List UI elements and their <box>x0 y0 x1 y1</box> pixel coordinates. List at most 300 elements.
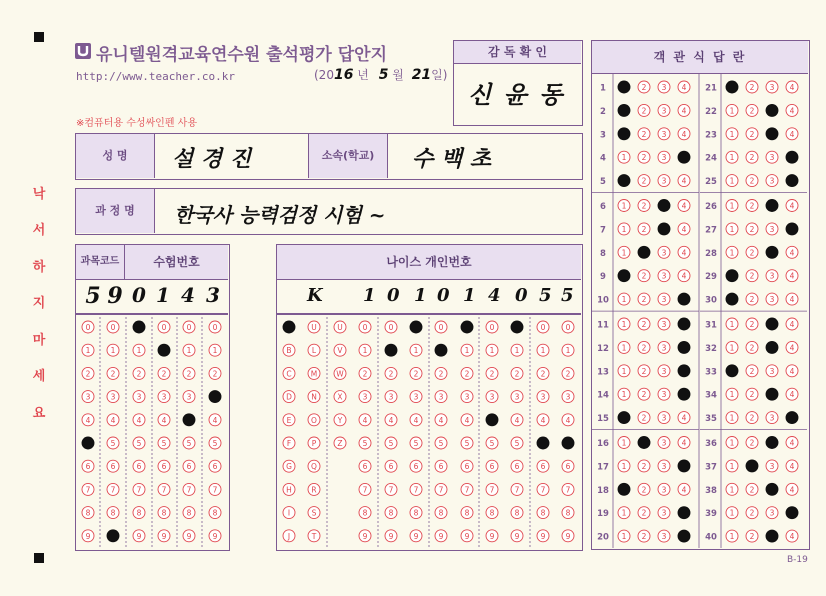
svg-text:2: 2 <box>641 153 647 163</box>
answer-bubble <box>786 151 798 163</box>
neis-bubble <box>486 367 498 379</box>
neis-bubble <box>308 414 320 426</box>
question-number: 10 <box>597 295 609 306</box>
svg-text:7: 7 <box>540 485 546 495</box>
answer-bubble <box>726 151 738 163</box>
code-bubble <box>183 367 195 379</box>
answer-title: 객 관 식 답 란 <box>592 41 808 74</box>
code-bubble <box>133 483 145 495</box>
answer-bubble <box>658 318 670 330</box>
svg-text:2: 2 <box>749 153 755 163</box>
code-bubble <box>133 460 145 472</box>
neis-bubble <box>385 437 397 449</box>
answer-bubble <box>766 293 778 305</box>
svg-text:4: 4 <box>789 271 795 281</box>
svg-text:2: 2 <box>641 129 647 139</box>
answer-bubble <box>726 530 738 542</box>
timing-mark <box>34 32 44 42</box>
svg-text:2: 2 <box>749 201 755 211</box>
neis-bubble <box>435 391 447 403</box>
svg-text:9: 9 <box>212 531 218 541</box>
month-handwritten: 5 <box>378 67 389 83</box>
answer-bubble <box>678 437 690 449</box>
answer-bubble <box>786 81 798 93</box>
answer-bubble <box>746 460 758 472</box>
question-number: 8 <box>600 248 606 259</box>
neis-bubble <box>385 507 397 519</box>
answer-bubble <box>678 293 690 305</box>
svg-text:0: 0 <box>212 323 218 332</box>
answer-bubble <box>726 246 738 258</box>
code-bubble <box>209 344 221 356</box>
code-bubble <box>107 530 119 542</box>
svg-text:3: 3 <box>161 392 167 402</box>
neis-bubble <box>385 344 397 356</box>
svg-text:1: 1 <box>621 153 627 163</box>
svg-text:1: 1 <box>413 346 419 356</box>
code-bubble <box>82 321 94 333</box>
svg-text:2: 2 <box>212 369 218 379</box>
svg-text:4: 4 <box>413 415 419 425</box>
svg-text:X: X <box>337 392 343 402</box>
answer-bubble <box>786 270 798 282</box>
svg-text:2: 2 <box>749 129 755 139</box>
exam-number-digit: 0 <box>132 283 146 307</box>
neis-bubble <box>359 460 371 472</box>
question-number: 30 <box>705 295 717 306</box>
svg-text:1: 1 <box>212 346 218 356</box>
svg-text:6: 6 <box>186 462 192 472</box>
svg-text:3: 3 <box>186 392 192 402</box>
date-line <box>314 66 447 83</box>
code-bubble <box>133 507 145 519</box>
neis-bubble <box>283 460 295 472</box>
answer-bubble <box>618 483 630 495</box>
neis-bubble <box>511 367 523 379</box>
answer-bubble <box>618 175 630 187</box>
answer-bubble <box>618 246 630 258</box>
svg-text:2: 2 <box>749 343 755 353</box>
code-bubble <box>158 321 170 333</box>
neis-bubble <box>511 344 523 356</box>
neis-bubble <box>486 530 498 542</box>
code-bubble <box>82 530 94 542</box>
neis-bubble <box>435 460 447 472</box>
neis-char: 1 <box>463 285 476 306</box>
svg-text:1: 1 <box>729 485 735 495</box>
code-bubble <box>82 414 94 426</box>
neis-bubble <box>537 460 549 472</box>
question-number: 3 <box>600 130 606 141</box>
svg-text:T: T <box>311 531 317 541</box>
svg-text:1: 1 <box>621 532 627 542</box>
answer-bubble <box>786 530 798 542</box>
answer-bubble <box>786 341 798 353</box>
answer-bubble <box>678 365 690 377</box>
neis-bubble <box>308 483 320 495</box>
svg-text:9: 9 <box>413 531 419 541</box>
answer-bubble <box>618 104 630 116</box>
svg-text:2: 2 <box>641 201 647 211</box>
svg-text:1: 1 <box>621 508 627 518</box>
answer-bubble <box>766 175 778 187</box>
svg-text:3: 3 <box>464 392 470 402</box>
neis-bubble <box>562 367 574 379</box>
svg-text:4: 4 <box>464 415 470 425</box>
svg-text:P: P <box>311 439 317 448</box>
sidebar-char: 지 <box>32 296 46 311</box>
neis-bubble <box>359 414 371 426</box>
question-number: 18 <box>597 485 609 496</box>
answer-bubble <box>638 104 650 116</box>
svg-text:9: 9 <box>540 531 546 541</box>
code-bubble-grid <box>76 315 228 549</box>
question-number: 32 <box>705 343 717 354</box>
neis-bubble <box>461 460 473 472</box>
neis-bubble <box>410 414 422 426</box>
answer-bubble <box>658 388 670 400</box>
svg-text:0: 0 <box>362 323 368 332</box>
neis-bubble <box>359 437 371 449</box>
svg-text:0: 0 <box>110 323 116 332</box>
svg-text:4: 4 <box>681 129 687 139</box>
svg-text:J: J <box>287 531 291 541</box>
neis-bubble <box>486 414 498 426</box>
answer-bubble <box>726 175 738 187</box>
svg-text:3: 3 <box>661 461 667 471</box>
svg-text:2: 2 <box>641 390 647 400</box>
svg-text:2: 2 <box>749 224 755 234</box>
neis-bubble <box>537 437 549 449</box>
neis-bubble <box>435 507 447 519</box>
svg-text:C: C <box>286 369 292 379</box>
svg-text:2: 2 <box>749 390 755 400</box>
sidebar-char: 마 <box>32 333 46 348</box>
svg-text:2: 2 <box>749 295 755 305</box>
svg-text:0: 0 <box>489 323 495 332</box>
answer-bubble <box>618 151 630 163</box>
answer-bubble <box>766 104 778 116</box>
supervisor-signature: 신 윤 동 <box>468 80 565 109</box>
svg-text:4: 4 <box>789 129 795 139</box>
code-bubble <box>107 483 119 495</box>
neis-bubble <box>385 321 397 333</box>
svg-text:3: 3 <box>110 392 116 402</box>
svg-text:3: 3 <box>769 153 775 163</box>
svg-text:3: 3 <box>661 320 667 329</box>
pen-note: ※컴퓨터용 수성싸인펜 사용 <box>76 118 197 129</box>
question-number: 24 <box>705 153 717 164</box>
neis-bubble <box>359 530 371 542</box>
answer-bubble <box>766 151 778 163</box>
svg-text:9: 9 <box>362 531 368 541</box>
svg-text:2: 2 <box>85 369 91 379</box>
svg-text:5: 5 <box>161 439 167 448</box>
neis-bubble <box>537 321 549 333</box>
svg-text:3: 3 <box>661 485 667 495</box>
question-number: 16 <box>597 439 609 449</box>
code-bubble <box>183 391 195 403</box>
answer-bubble <box>638 530 650 542</box>
neis-bubble <box>283 414 295 426</box>
svg-text:4: 4 <box>681 83 687 92</box>
answer-bubble <box>786 412 798 424</box>
question-number: 37 <box>705 462 717 473</box>
svg-text:2: 2 <box>749 438 755 448</box>
svg-text:2: 2 <box>641 106 647 116</box>
date-open: (20 <box>314 68 334 82</box>
neis-bubble <box>486 437 498 449</box>
neis-bubble <box>435 483 447 495</box>
answer-bubble <box>766 507 778 519</box>
answer-bubble <box>678 460 690 472</box>
code-bubble <box>158 507 170 519</box>
neis-bubble <box>410 391 422 403</box>
answer-bubble <box>786 507 798 519</box>
code-bubble <box>158 483 170 495</box>
code-bubble <box>209 437 221 449</box>
neis-bubble <box>562 414 574 426</box>
answer-bubble <box>638 293 650 305</box>
svg-text:V: V <box>337 346 343 356</box>
name-value: 설 경 진 <box>172 146 252 172</box>
neis-bubble <box>562 344 574 356</box>
svg-text:3: 3 <box>661 106 667 116</box>
neis-bubble <box>435 367 447 379</box>
svg-text:3: 3 <box>489 392 495 402</box>
neis-bubble <box>359 344 371 356</box>
answer-bubble <box>786 104 798 116</box>
svg-text:U: U <box>311 323 317 332</box>
svg-text:5: 5 <box>136 439 142 448</box>
neis-bubble <box>385 414 397 426</box>
svg-text:5: 5 <box>464 439 470 448</box>
svg-text:R: R <box>311 485 317 495</box>
answer-bubble <box>766 530 778 542</box>
neis-bubble <box>334 321 346 333</box>
svg-text:3: 3 <box>413 392 419 402</box>
answer-bubble <box>618 293 630 305</box>
year-label: 년 <box>357 68 369 82</box>
question-number: 33 <box>705 367 717 378</box>
neis-label: 나이스 개인번호 <box>277 245 581 280</box>
neis-bubble <box>511 437 523 449</box>
svg-text:1: 1 <box>362 346 368 356</box>
answer-bubble <box>726 104 738 116</box>
neis-bubble <box>334 414 346 426</box>
svg-text:5: 5 <box>514 439 520 448</box>
svg-text:L: L <box>311 346 317 356</box>
course-code-digit: 5 <box>85 283 101 309</box>
svg-text:1: 1 <box>621 295 627 305</box>
question-number: 25 <box>705 177 717 188</box>
svg-text:4: 4 <box>789 320 795 329</box>
svg-text:6: 6 <box>438 462 444 472</box>
question-number: 38 <box>705 485 717 496</box>
neis-char: 1 <box>363 285 376 306</box>
code-bubble <box>133 321 145 333</box>
svg-text:4: 4 <box>789 438 795 448</box>
svg-text:9: 9 <box>438 531 444 541</box>
svg-text:7: 7 <box>136 485 142 495</box>
svg-text:7: 7 <box>565 485 571 495</box>
answer-bubble <box>678 341 690 353</box>
svg-text:3: 3 <box>769 508 775 518</box>
answer-bubble <box>786 483 798 495</box>
answer-bubble <box>766 437 778 449</box>
answer-bubble <box>746 412 758 424</box>
answer-bubble-grid <box>592 74 808 548</box>
answer-bubble <box>678 128 690 140</box>
neis-bubble <box>435 344 447 356</box>
svg-text:3: 3 <box>661 438 667 448</box>
answer-bubble <box>618 507 630 519</box>
answer-bubble <box>678 530 690 542</box>
svg-text:2: 2 <box>489 369 495 379</box>
code-bubble <box>158 437 170 449</box>
svg-text:2: 2 <box>749 248 755 258</box>
svg-text:1: 1 <box>729 176 735 186</box>
neis-bubble <box>537 344 549 356</box>
svg-text:7: 7 <box>413 485 419 495</box>
neis-bubble <box>511 483 523 495</box>
answer-bubble <box>638 200 650 212</box>
svg-text:8: 8 <box>186 508 192 518</box>
code-bubble <box>107 460 119 472</box>
neis-bubble <box>537 507 549 519</box>
svg-text:1: 1 <box>621 320 627 329</box>
svg-text:5: 5 <box>438 439 444 448</box>
neis-bubble <box>385 367 397 379</box>
svg-text:5: 5 <box>413 439 419 448</box>
question-number: 40 <box>705 532 717 543</box>
neis-bubble <box>385 391 397 403</box>
svg-text:4: 4 <box>161 415 167 425</box>
svg-text:5: 5 <box>362 439 368 448</box>
svg-text:7: 7 <box>161 485 167 495</box>
svg-text:4: 4 <box>85 415 91 425</box>
sidebar-char: 낙 <box>32 187 46 202</box>
neis-bubble <box>537 367 549 379</box>
code-bubble <box>158 391 170 403</box>
answer-bubble <box>678 388 690 400</box>
exam-number-label: 수험번호 <box>125 245 228 280</box>
answer-bubble <box>618 365 630 377</box>
svg-text:1: 1 <box>729 461 735 471</box>
svg-text:9: 9 <box>85 531 91 541</box>
question-number: 15 <box>597 414 609 425</box>
answer-bubble <box>786 293 798 305</box>
code-bubble <box>82 460 94 472</box>
answer-bubble <box>766 460 778 472</box>
code-bubble <box>183 344 195 356</box>
svg-text:1: 1 <box>729 438 735 448</box>
neis-bubble <box>308 391 320 403</box>
answer-bubble <box>678 81 690 93</box>
code-bubble <box>209 507 221 519</box>
neis-char: 4 <box>488 285 501 306</box>
svg-text:3: 3 <box>661 83 667 92</box>
svg-text:W: W <box>336 369 344 379</box>
answer-bubble <box>658 341 670 353</box>
svg-text:4: 4 <box>136 415 142 425</box>
answer-bubble <box>786 200 798 212</box>
answer-bubble <box>658 483 670 495</box>
neis-bubble <box>308 321 320 333</box>
course-label: 과 정 명 <box>76 189 155 233</box>
svg-text:4: 4 <box>681 271 687 281</box>
svg-text:7: 7 <box>212 485 218 495</box>
svg-text:1: 1 <box>729 153 735 163</box>
svg-text:4: 4 <box>438 415 444 425</box>
svg-text:5: 5 <box>186 439 192 448</box>
code-bubble <box>158 367 170 379</box>
svg-text:4: 4 <box>789 201 795 211</box>
neis-char: K <box>307 285 323 306</box>
answer-bubble <box>638 270 650 282</box>
answer-bubble <box>746 293 758 305</box>
answer-bubble <box>766 200 778 212</box>
svg-text:3: 3 <box>661 390 667 400</box>
exam-number-digit: 1 <box>156 283 170 307</box>
answer-bubble <box>766 318 778 330</box>
neis-char: 5 <box>561 285 574 306</box>
svg-text:3: 3 <box>769 461 775 471</box>
neis-bubble <box>562 483 574 495</box>
svg-text:2: 2 <box>362 369 368 379</box>
answer-bubble <box>618 341 630 353</box>
svg-text:2: 2 <box>641 485 647 495</box>
svg-text:9: 9 <box>388 531 394 541</box>
answer-bubble <box>746 318 758 330</box>
answer-bubble <box>638 223 650 235</box>
answer-bubble <box>786 318 798 330</box>
svg-text:4: 4 <box>540 415 546 425</box>
svg-text:4: 4 <box>789 532 795 542</box>
answer-bubble <box>726 270 738 282</box>
question-number: 34 <box>705 390 717 401</box>
answer-bubble <box>746 270 758 282</box>
code-bubble <box>158 460 170 472</box>
svg-text:1: 1 <box>514 346 520 356</box>
code-bubble <box>133 530 145 542</box>
svg-text:1: 1 <box>621 438 627 448</box>
neis-bubble <box>385 483 397 495</box>
svg-text:2: 2 <box>161 369 167 379</box>
svg-text:3: 3 <box>565 392 571 402</box>
neis-bubble <box>562 507 574 519</box>
svg-text:5: 5 <box>110 439 116 448</box>
neis-bubble <box>562 530 574 542</box>
svg-text:4: 4 <box>789 248 795 258</box>
answer-bubble <box>726 293 738 305</box>
answer-bubble <box>726 341 738 353</box>
code-bubble <box>183 321 195 333</box>
answer-bubble <box>746 388 758 400</box>
answer-bubble <box>658 151 670 163</box>
neis-bubble <box>461 507 473 519</box>
answer-bubble <box>638 175 650 187</box>
code-bubble <box>107 344 119 356</box>
sidebar-char: 하 <box>32 260 46 275</box>
svg-text:8: 8 <box>514 508 520 518</box>
neis-bubble <box>511 530 523 542</box>
answer-bubble <box>746 530 758 542</box>
neis-bubble <box>283 367 295 379</box>
svg-text:M: M <box>310 369 318 379</box>
svg-text:2: 2 <box>641 343 647 353</box>
svg-text:4: 4 <box>681 438 687 448</box>
